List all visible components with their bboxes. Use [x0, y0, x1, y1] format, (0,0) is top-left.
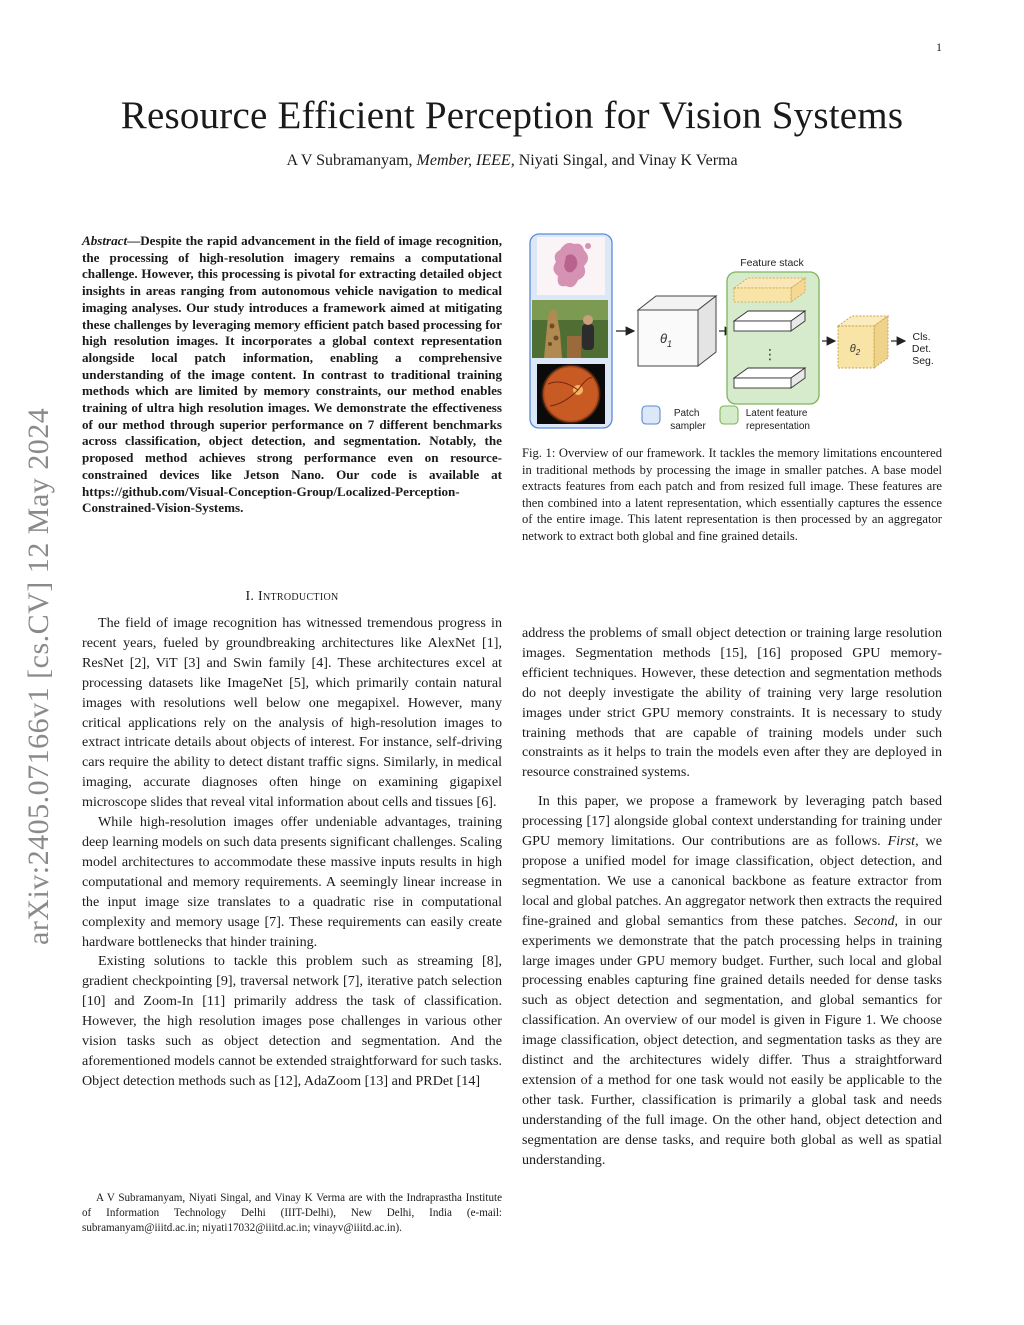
contrib-first: First — [887, 833, 916, 850]
legend-latent-line2: representation — [746, 421, 810, 432]
legend-latent-swatch — [720, 406, 738, 424]
section-number: I. — [245, 589, 259, 604]
contributions-paragraph — [522, 792, 942, 1170]
arxiv-stamp[interactable]: arXiv:2405.07166v1 [cs.CV] 12 May 2024 — [22, 407, 55, 945]
figure-1-caption: Fig. 1: Overview of our framework. It tackles the memory limitations encountered in traditional methods by processing the image in smaller patches. A base model extracts features from each patch and from resized full image. These features are then combined into a latent representation, which essentially captures the essence of the entire image. This latent representation is then processed by an aggregator network to extract both global and fine grained details. — [522, 446, 942, 543]
contrib-second: Second — [853, 912, 895, 929]
svg-text:Patch sampler — [670, 408, 706, 432]
giraffe-photo — [532, 300, 608, 358]
theta1-sub: 1 — [667, 339, 673, 349]
author-footnote: A V Subramanyam, Niyati Singal, and Vinay K Verma are with the Indraprastha Institute of Information Technology Delhi (IIIT-Delhi), New Delhi, India (e-mail: subramanyam@iiitd.ac.in; niyati17032@iiitd.ac.in; vinayv@iiitd.ac.in). — [82, 1192, 502, 1235]
legend-patch-line1: Patch — [673, 408, 700, 419]
intro-paragraph-3: Existing solutions to tackle this problem such as streaming [8], gradient checkpointing [9], traversal network [7], iterative patch selection [10] and Zoom-In [11] primarily address the task of classification. However, the high resolution images pose challenges in various other vision tasks such as object detection and segmentation. And the aforementioned models cannot be extended straightforward for such tasks. Object detection methods such as [12], AdaZoom [13] and PRDet [14] — [82, 953, 502, 1089]
legend-patch-line2: sampler — [670, 421, 706, 432]
svg-text:Latent feature represent — [746, 408, 811, 432]
abstract — [82, 233, 502, 517]
right-column — [522, 624, 942, 1170]
global-feature-slab — [734, 278, 805, 302]
figure-1 — [522, 228, 942, 436]
feature-stack-label: Feature stack — [740, 257, 804, 269]
author-1: A V Subramanyam, — [286, 152, 417, 169]
histology-image — [537, 237, 605, 295]
contrib-text-b: , we propose a unified model for image classification, object detection, and segmentation. We use a canonical backbone as feature extractor from local and global patches. An aggregator network then extracts the required fine-grained and global semantics from these patches. — [522, 833, 942, 929]
intro-paragraph-3-continued: address the problems of small object detection or training large resolution images. Segmentation methods [15], [16] proposed GPU memory-efficient techniques. However, these detection and segmentation methods do not deeply investigate the ability of training very large resolution images under strict GPU memory constraints. It is necessary to study training methods that are capable of training models under such constraints as it helps to train the models even after they are deployed in resource constrained systems. — [522, 625, 942, 781]
section-heading — [82, 589, 502, 605]
intro-paragraph-1: The field of image recognition has witnessed tremendous progress in recent years, fueled by groundbreaking architectures like AlexNet [1], ResNet [2], ViT [3] and Swin family [4]. These architectures excel at processing datasets like ImageNet [5], which primarily contain natural images with resolutions well below one megapixel. However, many critical applications rely on the analysis of high-resolution images to extract intricate details about objects of interest. For instance, self-driving cars require the ability to detect distant traffic signs. Similarly, in medical imaging, accurate diagnoses often hinge on examining gigapixel microscope slides that reveal vital information about cells and tissues [6]. — [82, 615, 502, 811]
aggregator-cube — [838, 316, 888, 368]
abstract-lead: Abstract — [82, 233, 128, 248]
output-cls: Cls. — [912, 331, 931, 343]
theta2-label: θ — [849, 343, 856, 355]
svg-text:Cls. Det. Seg. — [912, 331, 934, 367]
theta2-sub: 2 — [855, 348, 861, 357]
output-det: Det. — [911, 343, 932, 355]
stack-ellipsis: ⋮ — [763, 346, 777, 362]
abstract-body: —Despite the rapid advancement in the field of image recognition, the processing of high-resolution imagery remains a computational challenge. However, this processing is pivotal for extracting detailed object insights in areas ranging from autonomous vehicle navigation to medical imaging analyses. Our study introduces a framework aimed at mitigating these challenges by leveraging memory efficient patch based processing for high resolution images. It incorporates a global context representation alongside local patch information, enabling a comprehensive understanding of the image content. In contrast to traditional training methods which are limited by memory constraints, our method enables training of ultra high resolution images. We demonstrate the effectiveness of our method through superior performance on 7 different benchmarks across classification, object detection, and segmentation. Notably, the proposed method achieves strong performance even on resource-constrained devices like Jetson Nano. Our code is available at https://github.com/Visual-Conception-Group/Localized-Perception-Constrained-Vision-Systems. — [82, 233, 502, 516]
retina-image — [537, 364, 605, 424]
legend-latent-line1: Latent feature — [745, 408, 808, 419]
section-title: Introduction — [258, 589, 339, 604]
patch-feature-slab-1 — [734, 311, 805, 331]
author-1-role: Member, IEEE, — [416, 152, 515, 169]
theta1-label: θ — [659, 331, 668, 346]
page-number: 1 — [936, 40, 942, 54]
left-column — [82, 614, 502, 1092]
patch-feature-slab-2 — [734, 368, 805, 388]
legend-patch-swatch — [642, 406, 660, 424]
other-authors: Niyati Singal, and Vinay K Verma — [514, 152, 738, 169]
contrib-text-a: In this paper, we propose a framework by leveraging patch based processing [17] alongside global context understanding for training under GPU memory limitations. Our contributions are as follows. — [522, 793, 942, 850]
intro-paragraph-2: While high-resolution images offer undeniable advantages, training deep learning models on such data presents significant challenges. Scaling model architectures to accommodate these massive inputs results in high computational and memory requirements. A seemingly linear increase in the input image size translates to a quadratic rise in computational complexity and memory usage [7]. These requirements can easily create hardware bottlenecks that hinder training. — [82, 814, 502, 950]
paper-title: Resource Efficient Perception for Vision Systems — [120, 94, 904, 137]
author-line — [0, 152, 1024, 170]
contrib-text-c: , in our experiments we demonstrate that the patch processing helps in training large images under GPU memory budget. Further, such local and global processing enables capturing fine grained details needed for dense tasks such as object detection and segmentation, and global semantics for classification. An overview of our model is given in Figure 1. We choose image classification, object detection, and segmentation tasks as they are distinct and the architectures widely differ. Thus a straightforward extension of a method for one task would not easily be applicable to the other task. Further, classification is primarily a global task and needs understanding of the full image. On the other hand, object detection and segmentation are dense tasks, and require both global as well as spatial understanding. — [522, 912, 942, 1168]
output-seg: Seg. — [912, 355, 934, 367]
backbone-cube — [638, 296, 716, 366]
